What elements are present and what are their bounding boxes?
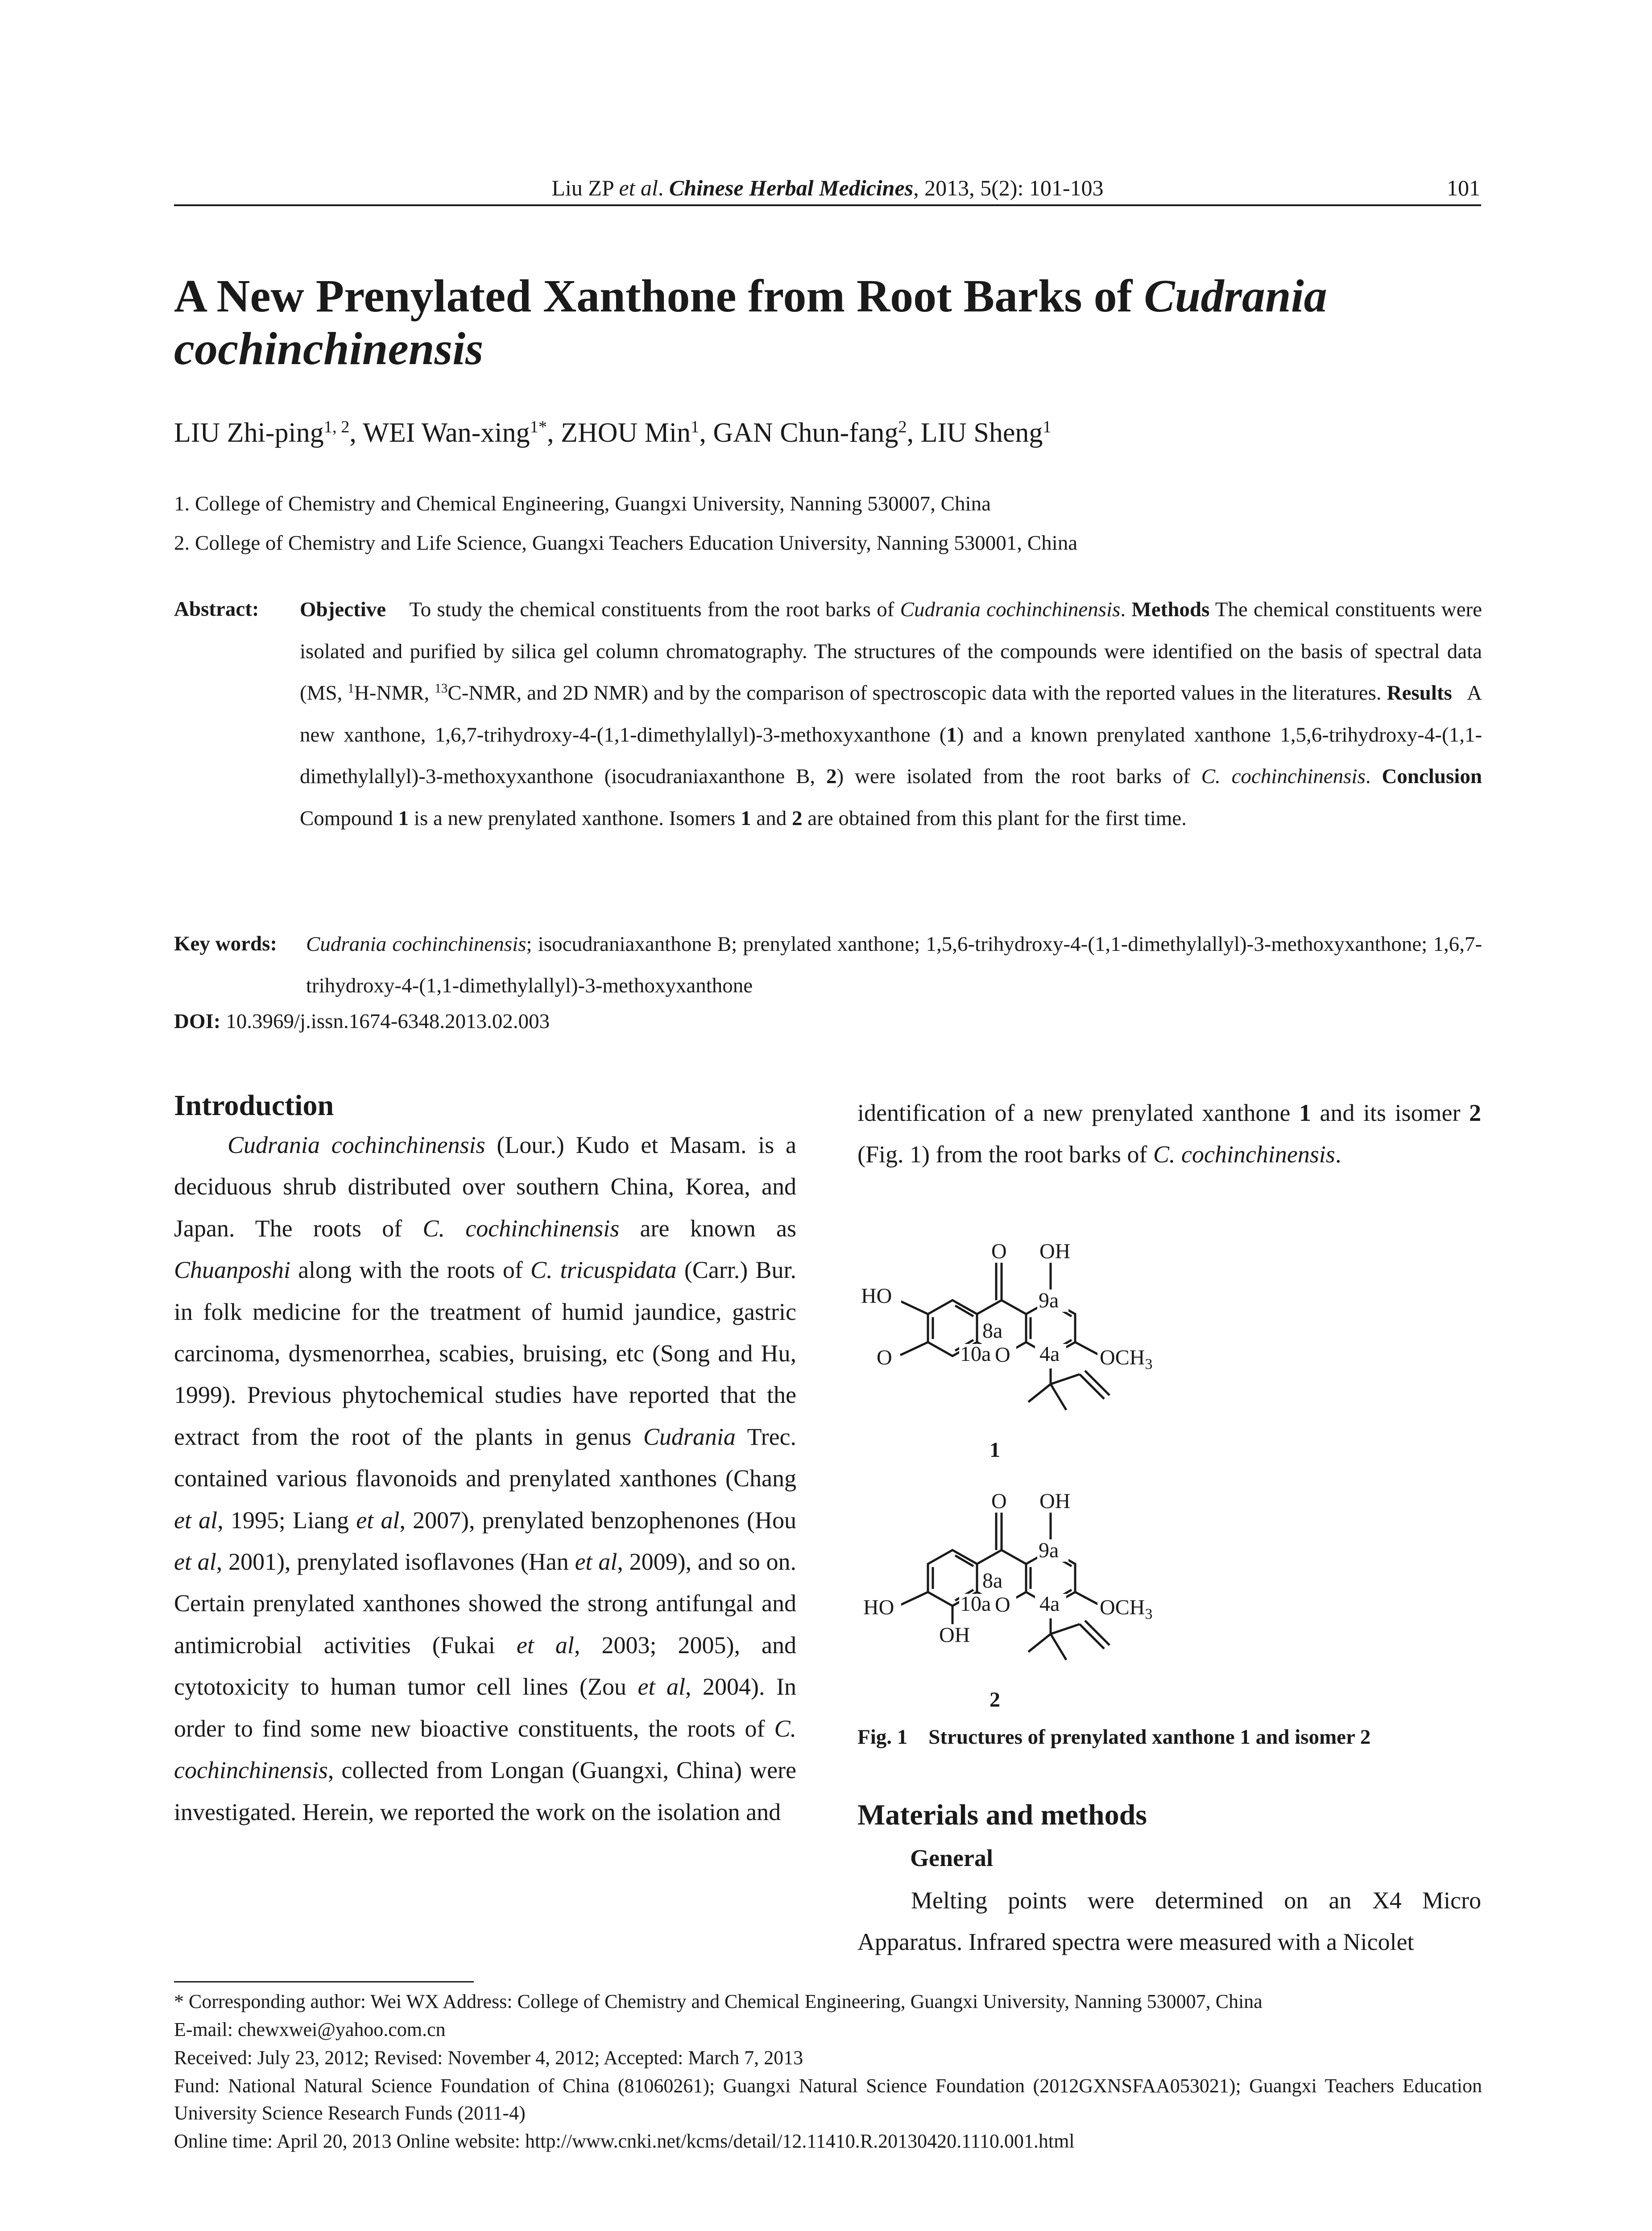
atom-label-10a: 10a (960, 1342, 991, 1366)
page-number: 101 (1447, 175, 1480, 200)
atom-label-9a: 9a (1039, 1538, 1059, 1562)
introduction-continuation: identification of a new prenylated xanthone 1 and its isomer 2 (Fig. 1) from the root barks of C. cochinchinensis. (857, 1099, 1481, 1168)
methoxy-label: $OCH_3$ (1100, 1596, 1153, 1622)
general-subheading: General (910, 1845, 993, 1871)
doi-link[interactable]: 10.3969/j.issn.1674-6348.2013.02.003 (226, 1010, 550, 1033)
structure-compound-1 (848, 1223, 1205, 1472)
received-note: Received: July 23, 2012; Revised: November 4, 2012; Accepted: March 7, 2013 (174, 2047, 803, 2069)
abstract-label: Abstract: (174, 597, 259, 621)
header-rule (174, 204, 1481, 206)
article-title: A New Prenylated Xanthone from Root Barks of Cudrania cochinchinensis (174, 270, 1327, 374)
figure-caption: Fig. 1 Structures of prenylated xanthone 1 and isomer 2 (857, 1725, 1371, 1749)
author: LIU Sheng$^1$ (920, 417, 1052, 448)
ring-oxygen-label: O (995, 1593, 1010, 1617)
keywords-label: Key words: (174, 932, 277, 955)
carbonyl-label: O (991, 1240, 1007, 1263)
atom-label-10a: 10a (960, 1592, 991, 1616)
online-note: Online time: April 20, 2013 Online website: http://www.cnki.net/kcms/detail/12.11410.R.20130420.1110.001.html (174, 2130, 1075, 2152)
hydroxyl-label: OH (1039, 1489, 1071, 1513)
atom-label-9a: 9a (1039, 1289, 1059, 1312)
atom-label-8a: 8a (982, 1319, 1003, 1343)
hydroxyl-label: HO (863, 1596, 894, 1619)
author-list (174, 417, 1052, 449)
keywords-body: Cudrania cochinchinensis; isocudraniaxanthone B; prenylated xanthone; 1,5,6-trihydroxy-4-(1,1-dimethylallyl)-3-methoxyxanthone; 1,6,7-trihydroxy-4-(1,1-dimethylallyl)-3-methoxyxanthone (306, 933, 1482, 997)
affiliation-1: 1. College of Chemistry and Chemical Engineering, Guangxi University, Nanning 530007, China (174, 492, 991, 515)
structure-1-drawing (848, 1223, 1205, 1472)
structure-2-drawing (848, 1472, 1205, 1722)
author: GAN Chun-fang$^2$, (713, 417, 921, 448)
corresponding-author-note: * Corresponding author: Wei WX Address: College of Chemistry and Chemical Engineering, Guangxi University, Nanning 530007, China (174, 1990, 1263, 2012)
email-note: E-mail: chewxwei@yahoo.com.cn (174, 2019, 446, 2040)
running-head: Liu ZP et al. Chinese Herbal Medicines, 2013, 5(2): 101-103 (551, 175, 1104, 200)
materials-paragraph: Melting points were determined on an X4 Micro Apparatus. Infrared spectra were measured with a Nicolet (857, 1887, 1481, 1956)
hydroxyl-label: OH (1039, 1240, 1071, 1263)
hydroxyl-label: HO (861, 1284, 892, 1308)
author: LIU Zhi-ping$^{1, 2}$, (174, 417, 363, 448)
author: ZHOU Min$^1$, (561, 417, 713, 448)
fund-note: Fund: National Natural Science Foundation of China (81060261); Guangxi Natural Science Foundation (2012GXNSFAA053021); Guangxi Teachers Education University Science Research Funds (2011-4) (174, 2075, 1482, 2124)
atom-label-8a: 8a (982, 1569, 1003, 1592)
footnotes (174, 1988, 1482, 2156)
carbonyl-label: O (991, 1489, 1007, 1513)
abstract-body: Objective To study the chemical constituents from the root barks of Cudrania cochinchinensis. Methods The chemical constituents were isolated and purified by silica gel column chromatography. The structures of the compounds were identified on the basis of spectral data (MS, $^1$H-NMR, $^{13}$C-NMR, and 2D NMR) and by the comparison of spectroscopic data with the reported values in the literatures. Results A new xanthone, 1,6,7-trihydroxy-4-(1,1-dimethylallyl)-3-methoxyxanthone (1) and a known prenylated xanthone 1,5,6-trihydroxy-4-(1,1-dimethylallyl)-3-methoxyxanthone (isocudraniaxanthone B, 2) were isolated from the root barks of C. cochinchinensis. Conclusion Compound 1 is a new prenylated xanthone. Isomers 1 and 2 are obtained from this plant for the first time. (300, 598, 1482, 830)
atom-label-4a: 4a (1039, 1592, 1060, 1616)
atom-label-4a: 4a (1039, 1342, 1060, 1366)
oxygen-label: O (877, 1346, 892, 1369)
introduction-heading: Introduction (174, 1089, 334, 1122)
ring-oxygen-label: O (995, 1343, 1010, 1367)
affiliation-2: 2. College of Chemistry and Life Science, Guangxi Teachers Education University, Nanning 530001, China (174, 531, 1078, 555)
methoxy-label: $OCH_3$ (1100, 1346, 1153, 1373)
compound-number: 1 (990, 1438, 1000, 1462)
materials-heading: Materials and methods (857, 1799, 1147, 1831)
introduction-paragraph: Cudrania cochinchinensis (Lour.) Kudo et Masam. is a deciduous shrub distributed over southern China, Korea, and Japan. The roots of C. cochinchinensis are known as Chuanposhi along with the roots of C. tricuspidata (Carr.) Bur. in folk medicine for the treatment of humid jaundice, gastric carcinoma, dysmenorrhea, scabies, bruising, etc (Song and Hu, 1999). Previous phytochemical studies have reported that the extract from the root of the plants in genus Cudrania Trec. contained various flavonoids and prenylated xanthones (Chang et al, 1995; Liang et al, 2007), prenylated benzophenones (Hou et al, 2001), prenylated isoflavones (Han et al, 2009), and so on. Certain prenylated xanthones showed the strong antifungal and antimicrobial activities (Fukai et al, 2003; 2005), and cytotoxicity to human tumor cell lines (Zou et al, 2004). In order to find some new bioactive constituents, the roots of C. cochinchinensis, collected from Longan (Guangxi, China) were investigated. Herein, we reported the work on the isolation and (174, 1132, 797, 1825)
structure-compound-2 (848, 1472, 1205, 1722)
footnote-rule (174, 1981, 474, 1982)
compound-number: 2 (990, 1688, 1000, 1712)
author: WEI Wan-xing$^{1*}$, (363, 417, 561, 448)
doi: DOI: 10.3969/j.issn.1674-6348.2013.02.003 (174, 1010, 550, 1033)
hydroxyl-label: OH (939, 1623, 970, 1647)
